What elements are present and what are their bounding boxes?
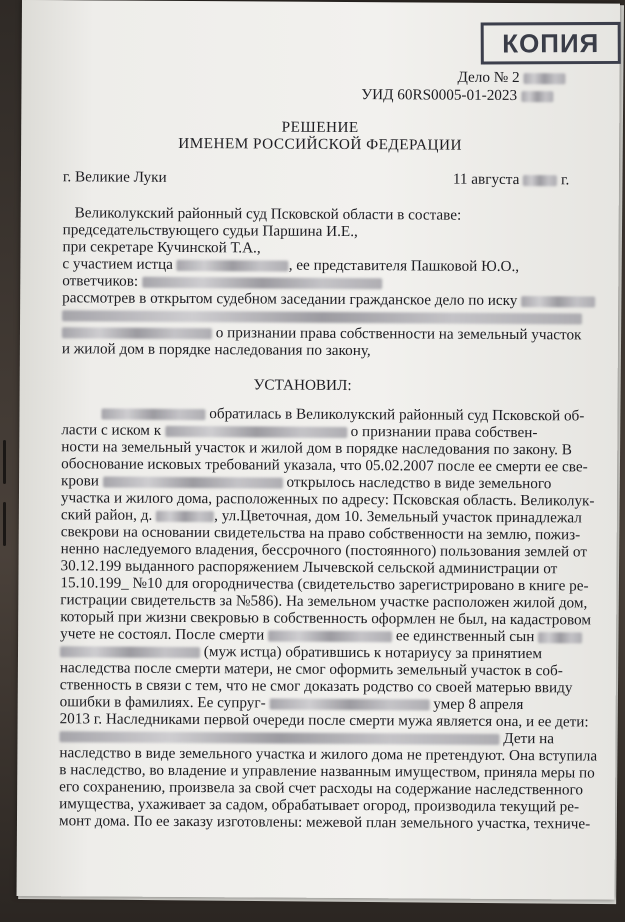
redaction [165, 426, 347, 438]
text: ее единственный сын [395, 627, 535, 646]
body-line-16: наследства после смерти матери, не смог оформить земельный участок в соб- [59, 659, 563, 680]
doc-title: РЕШЕНИЕ [281, 118, 359, 137]
text: крови [61, 472, 99, 490]
body-line-17: ственность в связи с тем, что не смог доказать родство со своей матерью ввиду [59, 676, 573, 697]
uid-line [361, 86, 553, 104]
text: умер 8 апреля [433, 695, 524, 714]
redaction [103, 477, 283, 489]
place: г. Великие Луки [62, 168, 167, 186]
redaction [101, 409, 205, 421]
body-line-6: участка и жилого дома, расположенных по адресу: Псковская область. Великолук- [60, 489, 595, 510]
text: рассмотрев в открытом судебном заседании гражданское дело по иску [62, 289, 518, 310]
body-line-11: 15.10.199_ №10 для огородничества (свидетельство зарегистрировано в книге ре- [60, 574, 589, 595]
redaction [538, 632, 582, 643]
body-line-12: гистрации свидетельств за №586). На земельном участке расположен жилой дом, [60, 591, 588, 612]
text: , ул.Цветочная, дом 10. Земельный участок принадлежал [214, 507, 582, 527]
text: ский район, д. [60, 506, 153, 524]
date-text: 11 августа [452, 170, 520, 189]
redaction [268, 631, 392, 643]
redaction [59, 731, 499, 745]
redaction [521, 91, 553, 102]
redaction [269, 699, 429, 711]
text: ошибки в фамилиях. Ее супруг- [59, 693, 266, 712]
body-line-21: наследство в виде земельного участка и жилого дома не претендуют. Она вступила [59, 744, 598, 765]
body-line-25: монт дома. По ее заказу изготовлены: межевой план земельного участка, техниче- [58, 812, 591, 833]
case-number-line [457, 69, 565, 87]
intro-claim-2: и жилой дом в порядке наследования по закону, [61, 340, 371, 360]
text: с участием истца [62, 255, 173, 273]
redaction [62, 310, 582, 324]
redaction [156, 511, 214, 522]
text: учете не состоял. После смерти [60, 625, 265, 644]
date-suffix: г. [560, 171, 570, 189]
text: ласти с иском к [61, 421, 162, 439]
copy-stamp: КОПИЯ [481, 22, 621, 65]
text: (муж истца) обратившись к нотариусу за принятием [203, 643, 543, 663]
body-line-13: который при жизни свекровью в собственность оформлен не был, на кадастровом [60, 608, 592, 629]
redaction [177, 260, 289, 272]
body-line-19: 2013 г. Наследниками первой очереди после смерти мужа является она, и ее дети: [59, 710, 589, 731]
body-line-3: ности на земельный участок и жилой дом в порядке наследования по закону. В [61, 438, 572, 459]
intro-secretary: при секретаре Кучинской Т.А., [62, 238, 261, 257]
binder-clip [3, 440, 9, 600]
text: Дети на [503, 729, 555, 748]
redaction [523, 73, 565, 84]
text: открылось наследство в виде земельного [286, 473, 552, 493]
body-line-24: имущества, ухаживает за садом, обрабатывает огород, производила текущий ре- [59, 795, 580, 816]
intro-judge: председательствующего судьи Паршина И.Е., [62, 221, 358, 241]
doc-subtitle: ИМЕНЕМ РОССИЙСКОЙ ФЕДЕРАЦИИ [178, 134, 463, 154]
body-line-22: в наследство, во владение и управление названным имуществом, приняла меры по [59, 761, 595, 782]
text: ответчиков: [62, 272, 139, 290]
intro-court: Великолукский районный суд Псковской области в составе: [74, 204, 462, 224]
redaction [523, 175, 557, 186]
text: о признании права собственности на земельный участок [215, 324, 582, 344]
body-line-10: 30.12.199 выданного распоряжением Лычевской сельской администрации от [60, 557, 558, 578]
redaction [142, 277, 382, 289]
body-line-4: обоснование исковых требований указала, что 05.02.2007 после ее смерти ее све- [61, 455, 588, 476]
body-line-23: его сохранению, произвела за свой счет расходы на содержание наследственного [59, 778, 584, 799]
redaction [521, 296, 595, 307]
date [453, 171, 569, 189]
case-number: Дело № 2 [457, 68, 520, 87]
text: о признании права собствен- [350, 423, 538, 442]
intro-defendants [62, 272, 382, 291]
body-line-9: ненно наследуемого владения, бессрочного (постоянного) пользования землей от [60, 540, 588, 561]
text: , ее представителя Пашковой Ю.О., [288, 256, 520, 276]
uid: УИД 60RS0005-01-2023 [361, 86, 518, 105]
body-line-8: свекрови на основании свидетельства на право собственности на землю, пожиз- [60, 523, 581, 544]
redaction [60, 646, 200, 658]
redaction [62, 327, 212, 339]
document-page [17, 0, 620, 900]
text: обратилась в Великолукский районный суд Псковской об- [209, 405, 585, 425]
established-heading: УСТАНОВИЛ: [253, 376, 352, 395]
